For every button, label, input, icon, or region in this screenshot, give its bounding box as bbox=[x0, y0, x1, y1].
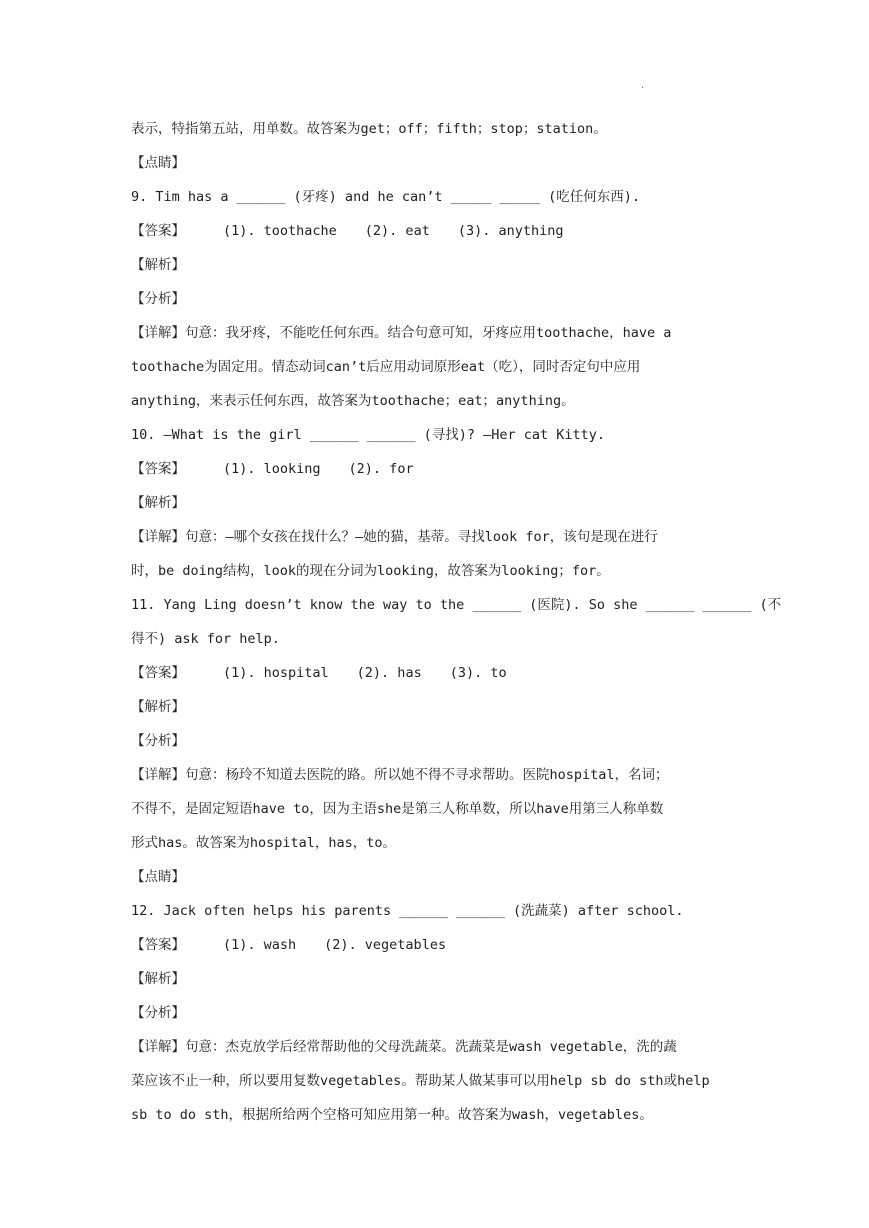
answer-row-q10 bbox=[131, 452, 741, 486]
answer-row-q9 bbox=[131, 214, 741, 248]
explanation-line: 【详解】句意：杨玲不知道去医院的路。所以她不得不寻求帮助。医院hospital，名词； bbox=[131, 767, 669, 783]
answer-item: (1). toothache bbox=[223, 223, 337, 239]
explanation-line: 形式has。故答案为hospital，has，to。 bbox=[131, 835, 397, 851]
answer-row-q11 bbox=[131, 656, 741, 690]
page-mark: . bbox=[641, 80, 645, 91]
section-tag-fenxi: 【分析】 bbox=[131, 1005, 185, 1021]
answer-label: 【答案】 bbox=[131, 461, 185, 477]
explanation-line: 不得不，是固定短语have to，因为主语she是第三人称单数，所以have用第三人称单数 bbox=[131, 801, 664, 817]
explanation-line: sb to do sth，根据所给两个空格可知应用第一种。故答案为wash，vegetables。 bbox=[131, 1107, 653, 1123]
explanation-line: 【详解】句意：—哪个女孩在找什么？—她的猫，基蒂。寻找look for，该句是现在进行 bbox=[131, 529, 658, 545]
answer-item: (1). hospital bbox=[223, 665, 329, 681]
question-12: 12. Jack often helps his parents ______ ______ (洗蔬菜) after school. bbox=[131, 903, 684, 919]
section-tag-jiexi: 【解析】 bbox=[131, 257, 185, 273]
answer-item: (2). vegetables bbox=[324, 937, 447, 953]
answer-item: (1). wash bbox=[223, 937, 297, 953]
section-tag-jiexi: 【解析】 bbox=[131, 971, 185, 987]
section-tag-dianjing: 【点睛】 bbox=[131, 155, 185, 171]
text-line: 表示，特指第五站，用单数。故答案为get；off；fifth；stop；station。 bbox=[131, 121, 607, 137]
question-9: 9. Tim has a ______ (牙疼) and he can’t _____ _____ (吃任何东西). bbox=[131, 189, 641, 205]
document-body bbox=[131, 112, 782, 1132]
explanation-line: 【详解】句意：杰克放学后经常帮助他的父母洗蔬菜。洗蔬菜是wash vegetable，洗的蔬 bbox=[131, 1039, 677, 1055]
section-tag-fenxi: 【分析】 bbox=[131, 733, 185, 749]
answer-row-q12 bbox=[131, 928, 741, 962]
question-11-cont: 得不) ask for help. bbox=[131, 631, 280, 647]
section-tag-jiexi: 【解析】 bbox=[131, 495, 185, 511]
answer-label: 【答案】 bbox=[131, 937, 185, 953]
question-10: 10. —What is the girl ______ ______ (寻找)? —Her cat Kitty. bbox=[131, 427, 606, 443]
explanation-line: 【详解】句意：我牙疼，不能吃任何东西。结合句意可知，牙疼应用toothache，have a bbox=[131, 325, 672, 341]
answer-label: 【答案】 bbox=[131, 223, 185, 239]
section-tag-jiexi: 【解析】 bbox=[131, 699, 185, 715]
answer-item: (2). for bbox=[348, 461, 414, 477]
question-11: 11. Yang Ling doesn’t know the way to the ______ (医院). So she ______ ______ (不 bbox=[131, 597, 782, 613]
explanation-line: anything，来表示任何东西，故答案为toothache；eat；anything。 bbox=[131, 393, 575, 409]
explanation-line: 菜应该不止一种，所以要用复数vegetables。帮助某人做某事可以用help sb do sth或help bbox=[131, 1073, 710, 1089]
explanation-line: toothache为固定用。情态动词can’t后应用动词原形eat（吃），同时否定句中应用 bbox=[131, 359, 641, 375]
answer-item: (1). looking bbox=[223, 461, 321, 477]
section-tag-dianjing: 【点睛】 bbox=[131, 869, 185, 885]
section-tag-fenxi: 【分析】 bbox=[131, 291, 185, 307]
answer-item: (3). anything bbox=[457, 223, 564, 239]
answer-item: (2). has bbox=[356, 665, 422, 681]
answer-item: (2). eat bbox=[364, 223, 430, 239]
answer-label: 【答案】 bbox=[131, 665, 185, 681]
answer-item: (3). to bbox=[449, 665, 507, 681]
explanation-line: 时，be doing结构，look的现在分词为looking，故答案为looking；for。 bbox=[131, 563, 610, 579]
